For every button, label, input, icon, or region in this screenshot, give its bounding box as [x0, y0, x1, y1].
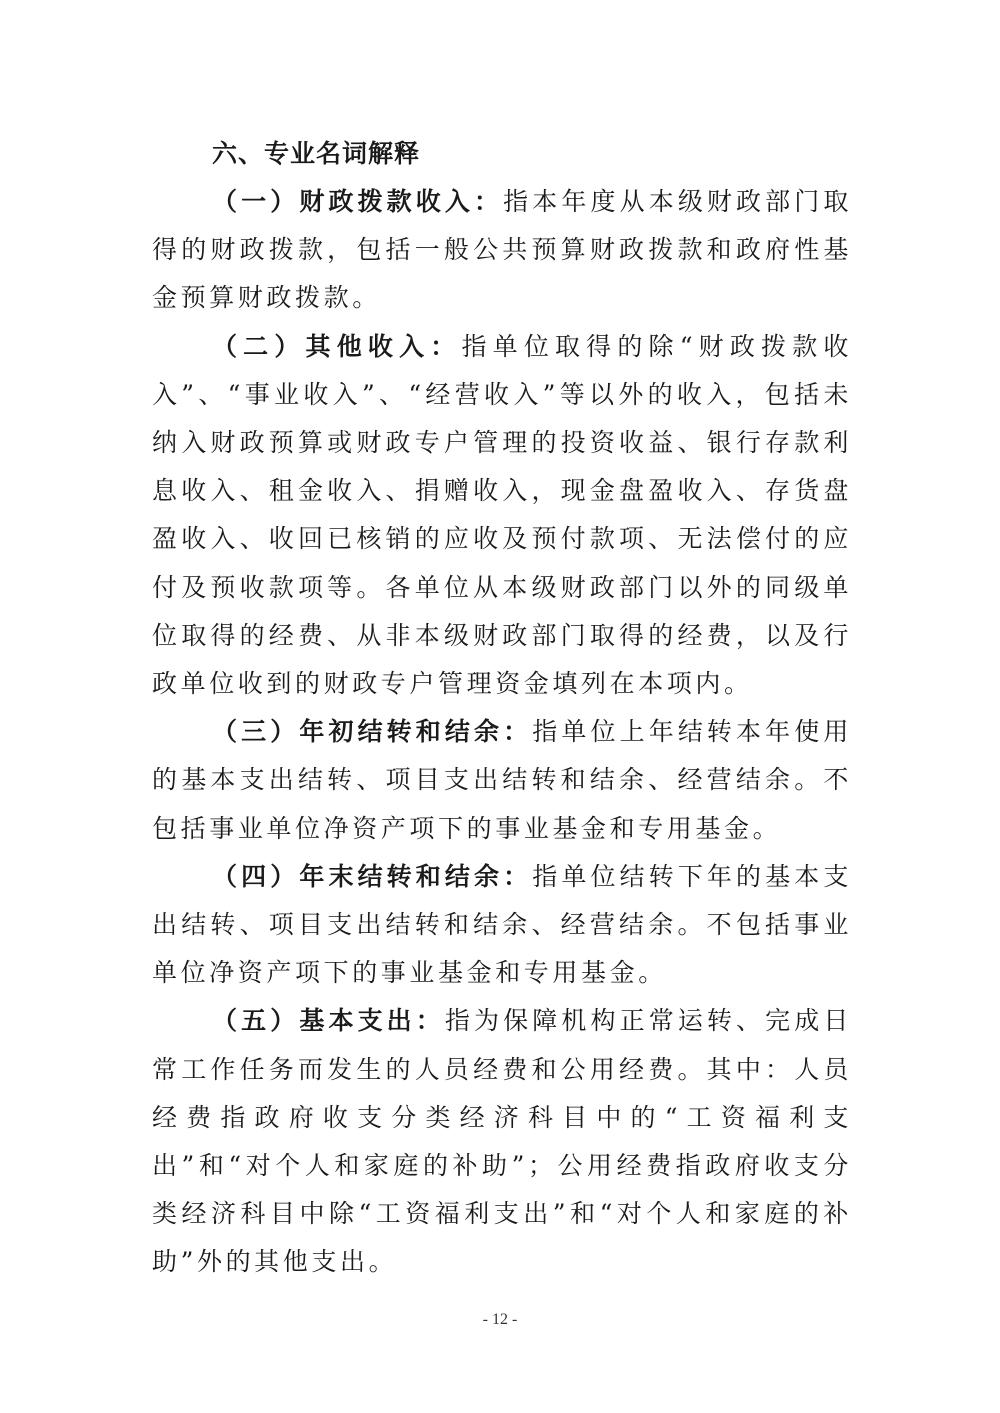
- term-definition: 指单位上年结转本年使用的基本支出结转、项目支出结转和结余、经营结余。不包括事业单位净资产项下的事业基金和专用基金。: [152, 717, 852, 843]
- body-text: [152, 178, 852, 1287]
- term-definition: 指为保障机构正常运转、完成日常工作任务而发生的人员经费和公用经费。其中：人员经费指政府收支分类经济科目中的“工资福利支出”和“对个人和家庭的补助”；公用经费指政府收支分类经济科目中除“工资福利支出”和“对个人和家庭的补助”外的其他支出。: [152, 1006, 852, 1277]
- term-label: （五）基本支出：: [212, 1006, 445, 1036]
- term-label: （三）年初结转和结余：: [212, 717, 533, 747]
- term-label: （四）年末结转和结余：: [212, 861, 533, 891]
- term-definition: 指单位取得的除“财政拨款收入”、“事业收入”、“经营收入”等以外的收入，包括未纳入财政预算或财政专户管理的投资收益、银行存款利息收入、租金收入、捐赠收入，现金盘盈收入、存货盘盈收入、收回已核销的应收及预付款项、无法偿付的应付及预收款项等。各单位从本级财政部门以外的同级单位取得的经费、从非本级财政部门取得的经费，以及行政单位收到的财政专户管理资金填列在本项内。: [152, 331, 852, 699]
- section-heading: 六、专业名词解释: [212, 139, 421, 168]
- paragraph-beginning-carryover: [152, 708, 852, 853]
- term-definition: 指本年度从本级财政部门取得的财政拨款，包括一般公共预算财政拨款和政府性基金预算财政拨款。: [152, 187, 852, 313]
- term-label: （一）财政拨款收入：: [212, 187, 504, 216]
- paragraph-ending-carryover: [152, 853, 852, 998]
- term-label: （二）其他收入：: [212, 331, 462, 361]
- paragraph-other-income: [152, 323, 852, 709]
- page-number: - 12 -: [482, 1311, 518, 1328]
- paragraph-fiscal-appropriation-income: [152, 178, 852, 323]
- term-definition: 指单位结转下年的基本支出结转、项目支出结转和结余、经营结余。不包括事业单位净资产项下的事业基金和专用基金。: [152, 861, 852, 988]
- paragraph-basic-expenditure: [152, 997, 852, 1286]
